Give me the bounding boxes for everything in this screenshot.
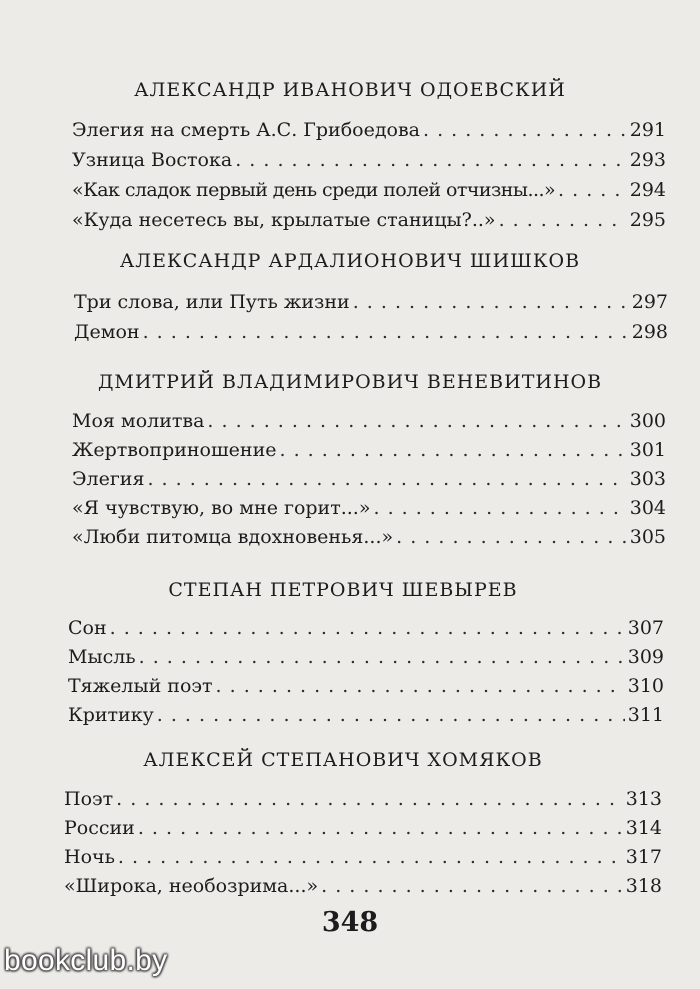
toc-entry (64, 874, 662, 898)
entry-title: Элегия (72, 468, 145, 490)
entry-page: 301 (629, 439, 666, 461)
entry-page: 294 (629, 179, 666, 201)
toc-entry (72, 148, 666, 172)
entry-title: Жертвоприношение (72, 439, 277, 461)
entry-title: Тяжелый поэт (68, 675, 213, 697)
dot-leader (139, 645, 625, 669)
toc-entry (72, 525, 666, 549)
toc-entry (74, 290, 668, 314)
entry-page: 318 (625, 875, 662, 897)
entry-title: «Люби питомца вдохновенья...» (72, 526, 394, 548)
entry-title: Сон (68, 617, 107, 639)
entry-title: Мысль (68, 646, 136, 668)
dot-leader (353, 290, 629, 314)
dot-leader (396, 525, 627, 549)
dot-leader (321, 874, 623, 898)
entry-page: 309 (627, 646, 664, 668)
dot-leader (110, 616, 625, 640)
author-heading: СТЕПАН ПЕТРОВИЧ ШЕВЫРЕВ (168, 579, 518, 601)
toc-entry (72, 208, 666, 232)
toc-entry (64, 787, 662, 811)
entry-title: Критику (68, 704, 154, 726)
entry-page: 310 (627, 675, 664, 697)
entry-title: «Широка, необозрима...» (64, 875, 319, 897)
toc-entry (72, 118, 666, 142)
entry-title: «Как сладок первый день среди полей отчизны...» (72, 179, 556, 201)
entry-title: Элегия на смерть А.С. Грибоедова (72, 119, 420, 141)
author-heading: ДМИТРИЙ ВЛАДИМИРОВИЧ ВЕНЕВИТИНОВ (97, 371, 603, 393)
entry-title: Демон (74, 321, 140, 343)
dot-leader (147, 467, 626, 491)
entry-page: 307 (627, 617, 664, 639)
entry-page: 293 (629, 149, 666, 171)
toc-entry (64, 845, 662, 869)
entry-page: 298 (631, 321, 668, 343)
entry-title: Ночь (64, 846, 115, 868)
entry-page: 313 (625, 788, 662, 810)
dot-leader (279, 438, 626, 462)
toc-entry (72, 467, 666, 491)
toc-entry (72, 496, 666, 520)
dot-leader (143, 320, 629, 344)
entry-page: 291 (629, 119, 666, 141)
entry-page: 317 (625, 846, 662, 868)
entry-page: 314 (625, 817, 662, 839)
dot-leader (118, 845, 623, 869)
entry-page: 297 (631, 291, 668, 313)
entry-page: 305 (629, 526, 666, 548)
toc-entry (68, 703, 664, 727)
dot-leader (216, 674, 625, 698)
dot-leader (558, 178, 627, 202)
entry-page: 304 (629, 497, 666, 519)
dot-leader (157, 703, 625, 727)
toc-entry (74, 320, 668, 344)
watermark: bookclub.by (4, 944, 168, 977)
entry-page: 295 (629, 209, 666, 231)
dot-leader (373, 496, 626, 520)
toc-entry (64, 816, 662, 840)
entry-title: Три слова, или Путь жизни (74, 291, 350, 313)
entry-title: Узница Востока (72, 149, 233, 171)
entry-page: 303 (629, 468, 666, 490)
toc-entry (72, 409, 666, 433)
author-heading: АЛЕКСАНДР АРДАЛИОНОВИЧ ШИШКОВ (119, 250, 581, 272)
author-heading: АЛЕКСЕЙ СТЕПАНОВИЧ ХОМЯКОВ (143, 749, 543, 771)
entry-page: 300 (629, 410, 666, 432)
entry-title: Моя молитва (72, 410, 205, 432)
entry-title: России (64, 817, 135, 839)
entry-title: Поэт (64, 788, 114, 810)
dot-leader (235, 148, 627, 172)
toc-entry (68, 616, 664, 640)
toc-entry (68, 645, 664, 669)
dot-leader (138, 816, 623, 840)
toc-entry (72, 438, 666, 462)
toc-entry (68, 674, 664, 698)
entry-title: «Я чувствую, во мне горит...» (72, 497, 371, 519)
entry-page: 311 (627, 704, 664, 726)
toc-entry (72, 178, 666, 202)
page-number: 348 (321, 907, 379, 938)
entry-title: «Куда несетесь вы, крылатые станицы?..» (72, 209, 496, 231)
dot-leader (423, 118, 627, 142)
dot-leader (499, 208, 627, 232)
dot-leader (207, 409, 626, 433)
author-heading: АЛЕКСАНДР ИВАНОВИЧ ОДОЕВСКИЙ (134, 79, 566, 101)
dot-leader (116, 787, 623, 811)
